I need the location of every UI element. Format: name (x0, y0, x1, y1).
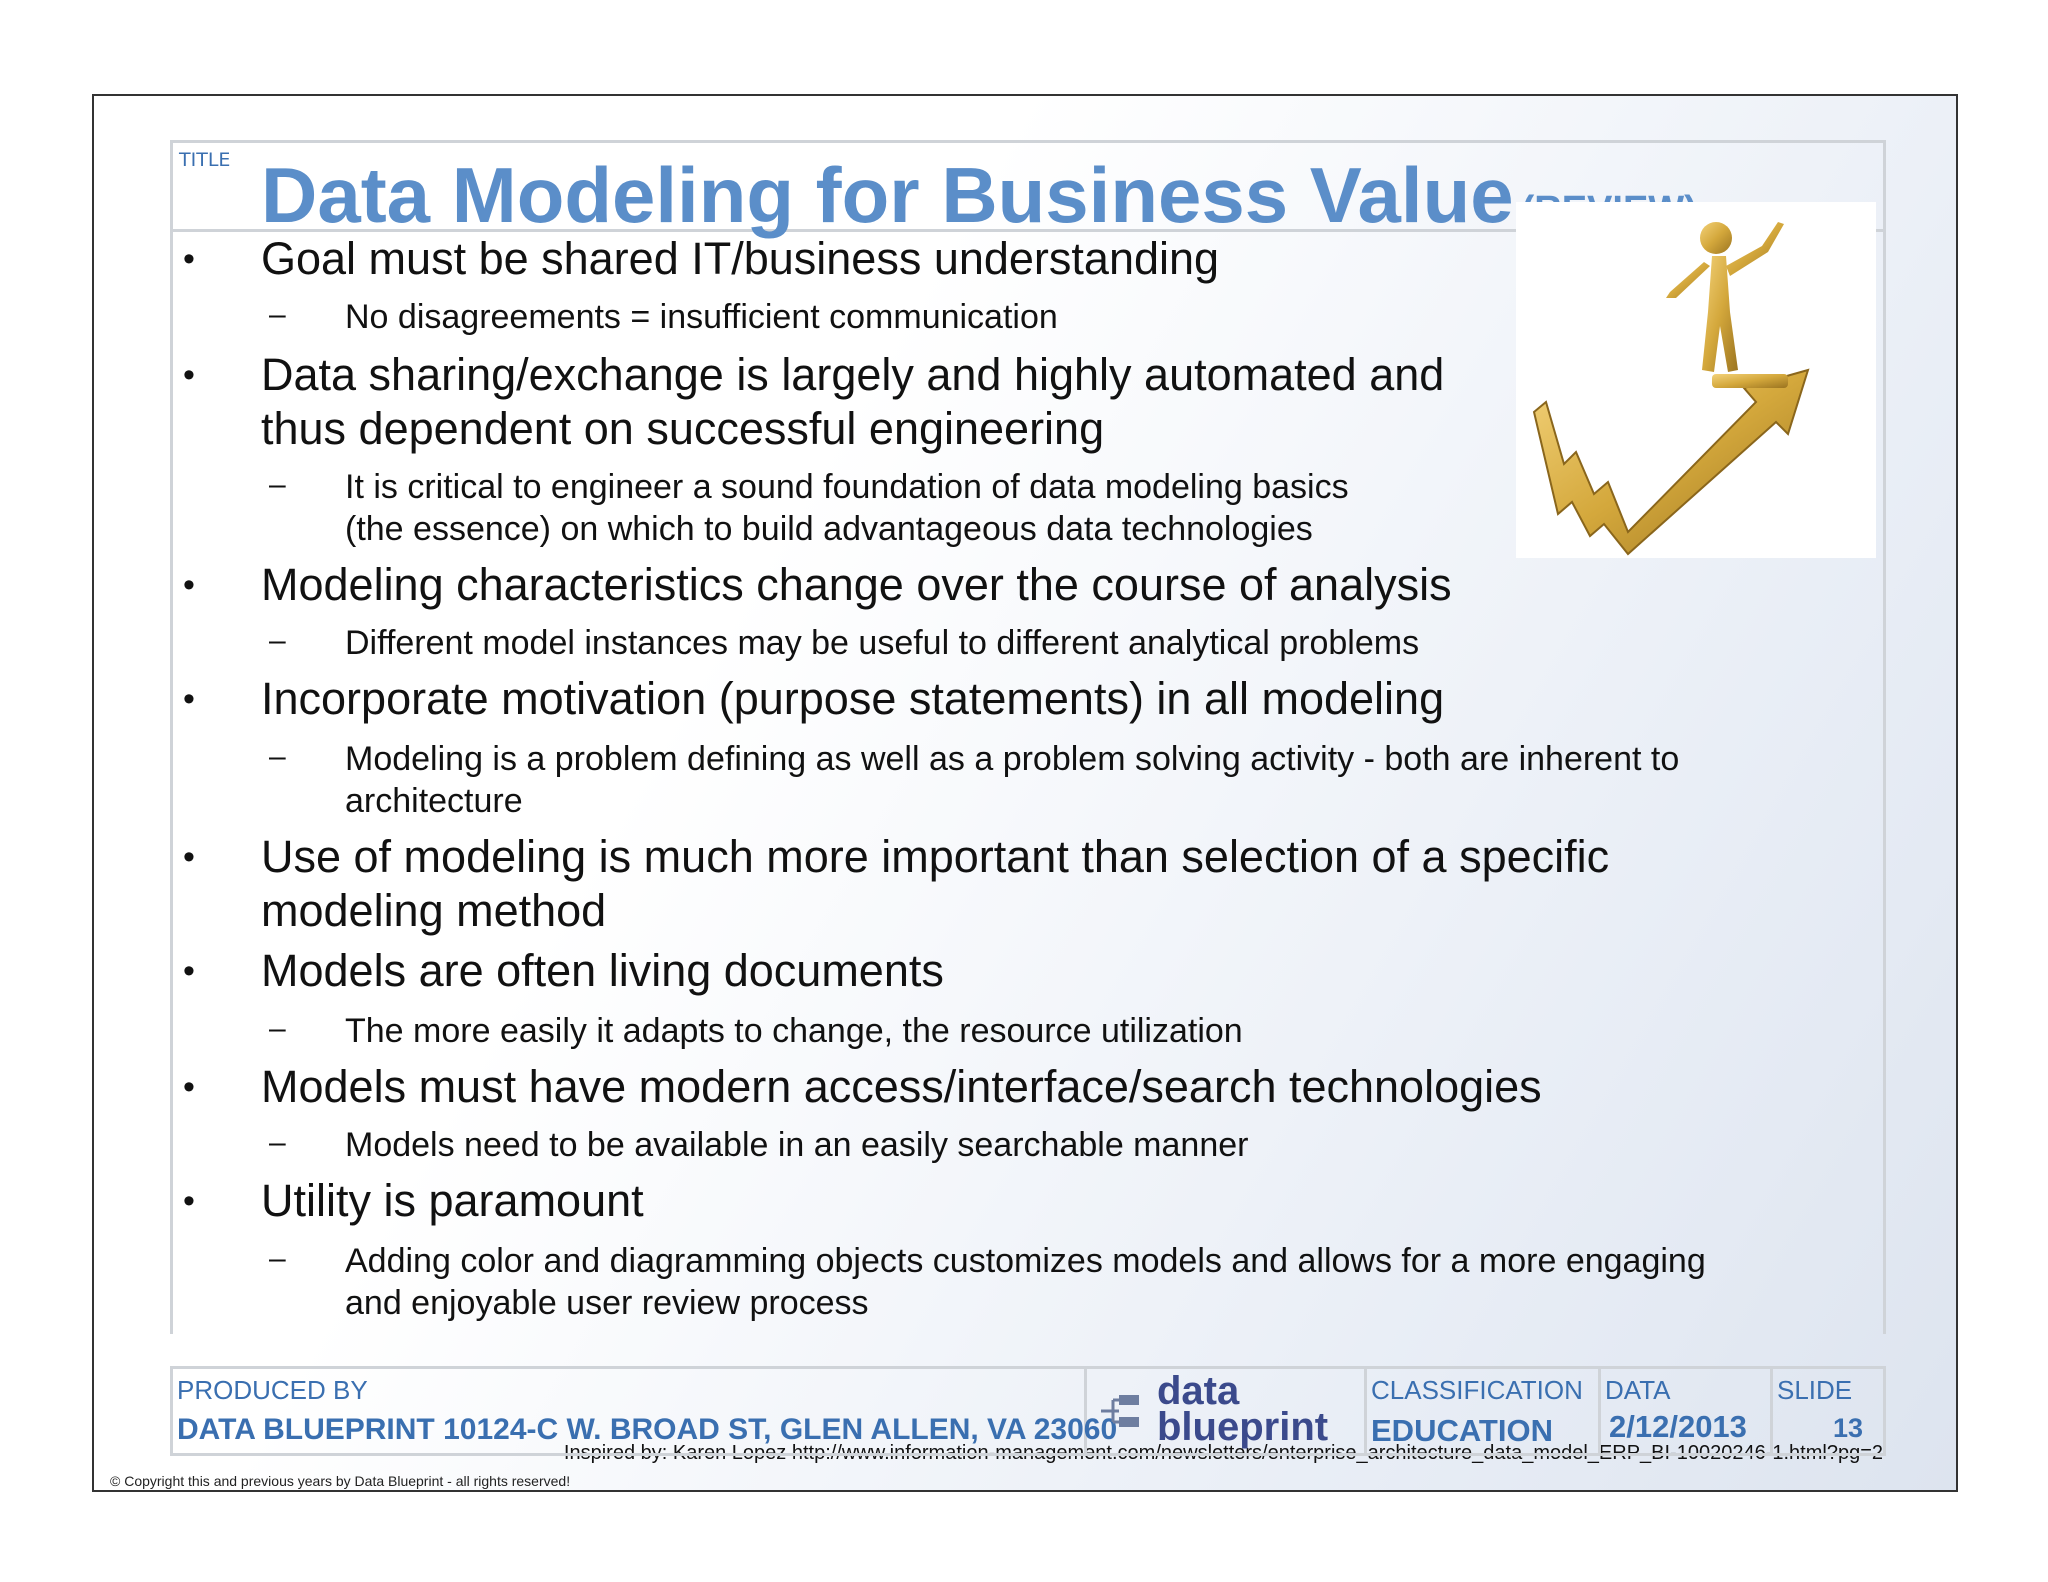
logo-text-blueprint: blueprint (1157, 1405, 1329, 1449)
sub-bullet-7: Models need to be available in an easily searchable manner (345, 1126, 1249, 1164)
slide-label: SLIDE (1777, 1375, 1853, 1405)
dash-marker: – (269, 298, 286, 331)
footer-slide (1773, 1369, 1883, 1453)
sub-bullet-2-line-1: It is critical to engineer a sound foundation of data modeling basics (345, 468, 1349, 506)
copyright-notice: © Copyright this and previous years by Data Blueprint - all rights reserved! (110, 1473, 571, 1489)
produced-by-value: DATA BLUEPRINT 10124-C W. BROAD ST, GLEN ALLEN, VA 23060 (177, 1413, 1118, 1446)
sub-bullet-6: The more easily it adapts to change, the resource utilization (345, 1012, 1243, 1050)
classification-value: EDUCATION (1371, 1413, 1553, 1448)
sub-bullet-4-line-1: Modeling is a problem defining as well as a problem solving activity - both are inherent to (345, 740, 1680, 778)
bullet-marker: • (183, 680, 195, 718)
dash-marker: – (269, 624, 286, 657)
bullet-marker: • (183, 356, 195, 394)
footer (170, 1366, 1886, 1456)
gold-figure-on-arrow-image (1516, 202, 1876, 558)
sub-bullet-8-line-1: Adding color and diagramming objects customizes models and allows for a more engaging (345, 1242, 1706, 1280)
sub-bullet-8-line-2: and enjoyable user review process (345, 1284, 869, 1322)
title-tag: TITLE (179, 149, 231, 171)
slide-number: 13 (1832, 1413, 1863, 1443)
sub-bullet-3: Different model instances may be useful to different analytical problems (345, 624, 1420, 662)
bullet-7: Models must have modern access/interface/search technologies (261, 1061, 1542, 1112)
footer-logo (1087, 1369, 1367, 1453)
bullet-5-line-1: Use of modeling is much more important than selection of a specific (261, 831, 1610, 882)
blueprint-logo-icon (1099, 1389, 1145, 1435)
bullet-2-line-1: Data sharing/exchange is largely and highly automated and (261, 349, 1445, 400)
dash-marker: – (269, 1242, 286, 1275)
bullet-marker: • (183, 1182, 195, 1220)
dash-marker: – (269, 468, 286, 501)
sub-bullet-2-line-2: (the essence) on which to build advantageous data technologies (345, 510, 1313, 548)
data-value: 2/12/2013 (1609, 1409, 1747, 1444)
bullet-6: Models are often living documents (261, 945, 944, 996)
slide-title-text: Data Modeling for Business Value (261, 151, 1514, 239)
bullet-1: Goal must be shared IT/business understanding (261, 233, 1220, 284)
bullet-5-line-2: modeling method (261, 885, 607, 936)
bullet-marker: • (183, 566, 195, 604)
bullet-3: Modeling characteristics change over the course of analysis (261, 559, 1452, 610)
bullet-marker: • (183, 1068, 195, 1106)
bullet-marker: • (183, 952, 195, 990)
rising-arrow-icon (1516, 202, 1876, 558)
produced-by-label: PRODUCED BY (177, 1375, 368, 1405)
dash-marker: – (269, 740, 286, 773)
footer-produced-by (173, 1369, 1118, 1453)
footer-data (1601, 1369, 1773, 1453)
dash-marker: – (269, 1126, 286, 1159)
bullet-marker: • (183, 240, 195, 278)
footer-classification (1367, 1369, 1601, 1453)
classification-label: CLASSIFICATION (1371, 1375, 1583, 1405)
dash-marker: – (269, 1012, 286, 1045)
bullet-8: Utility is paramount (261, 1175, 644, 1226)
sub-bullet-4-line-2: architecture (345, 782, 523, 820)
source-citation: Inspired by: Karen Lopez http://www.information-management.com/newsletters/enterprise_architecture_data_model_ERP_BI-10020246-1.html?pg=2 (563, 1442, 1883, 1464)
bullet-4: Incorporate motivation (purpose statements) in all modeling (261, 673, 1445, 724)
data-label: DATA (1605, 1375, 1671, 1405)
bullet-2-line-2: thus dependent on successful engineering (261, 403, 1105, 454)
logo-text-data: data (1157, 1369, 1240, 1413)
sub-bullet-1: No disagreements = insufficient communication (345, 298, 1058, 336)
bullet-marker: • (183, 838, 195, 876)
slide (92, 94, 1958, 1492)
